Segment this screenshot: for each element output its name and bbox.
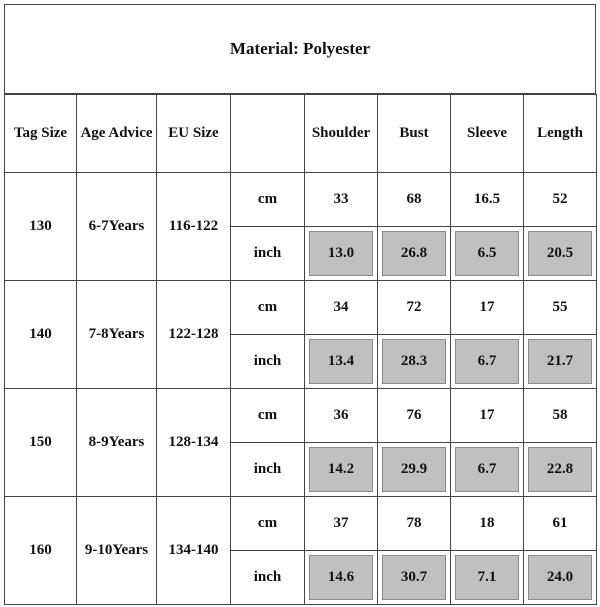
bust-cm-cell: 76	[378, 389, 451, 443]
header-unit	[231, 95, 305, 173]
age-advice-cell: 7-8Years	[77, 281, 157, 389]
eu-size-cell: 122-128	[157, 281, 231, 389]
shoulder-cm-cell: 36	[305, 389, 378, 443]
unit-cm-cell: cm	[231, 389, 305, 443]
eu-size-cell: 128-134	[157, 389, 231, 497]
shoulder-cm-cell: 37	[305, 497, 378, 551]
length-cm-cell: 55	[524, 281, 597, 335]
sleeve-cm-cell: 17	[451, 281, 524, 335]
shoulder-inch-cell	[305, 551, 378, 605]
unit-cm-cell: cm	[231, 281, 305, 335]
table-row	[5, 389, 597, 443]
age-advice-cell: 6-7Years	[77, 173, 157, 281]
length-inch-value: 24.0	[528, 555, 592, 600]
sleeve-inch-cell	[451, 443, 524, 497]
size-chart	[4, 4, 596, 604]
tag-size-cell: 140	[5, 281, 77, 389]
header-tag-size: Tag Size	[5, 95, 77, 173]
bust-inch-value: 30.7	[382, 555, 446, 600]
bust-inch-cell	[378, 335, 451, 389]
tag-size-cell: 160	[5, 497, 77, 605]
length-cm-cell: 61	[524, 497, 597, 551]
bust-inch-value: 28.3	[382, 339, 446, 384]
unit-inch-cell: inch	[231, 227, 305, 281]
age-advice-cell: 8-9Years	[77, 389, 157, 497]
length-inch-value: 22.8	[528, 447, 592, 492]
bust-inch-cell	[378, 443, 451, 497]
sleeve-cm-cell: 16.5	[451, 173, 524, 227]
length-inch-cell	[524, 227, 597, 281]
table-row	[5, 497, 597, 551]
sleeve-cm-cell: 17	[451, 389, 524, 443]
size-chart-title: Material: Polyester	[4, 4, 596, 94]
header-bust: Bust	[378, 95, 451, 173]
shoulder-inch-value: 13.0	[309, 231, 373, 276]
shoulder-cm-cell: 33	[305, 173, 378, 227]
unit-cm-cell: cm	[231, 497, 305, 551]
unit-cm-cell: cm	[231, 173, 305, 227]
header-sleeve: Sleeve	[451, 95, 524, 173]
bust-cm-cell: 68	[378, 173, 451, 227]
tag-size-cell: 150	[5, 389, 77, 497]
length-inch-value: 21.7	[528, 339, 592, 384]
shoulder-inch-value: 14.6	[309, 555, 373, 600]
sleeve-inch-value: 6.7	[455, 447, 519, 492]
shoulder-inch-cell	[305, 227, 378, 281]
eu-size-cell: 134-140	[157, 497, 231, 605]
sleeve-inch-cell	[451, 335, 524, 389]
header-row	[5, 95, 597, 173]
sleeve-inch-cell	[451, 551, 524, 605]
sleeve-inch-value: 7.1	[455, 555, 519, 600]
length-cm-cell: 52	[524, 173, 597, 227]
table-row	[5, 173, 597, 227]
table-row	[5, 281, 597, 335]
header-shoulder: Shoulder	[305, 95, 378, 173]
shoulder-inch-cell	[305, 335, 378, 389]
length-inch-cell	[524, 551, 597, 605]
eu-size-cell: 116-122	[157, 173, 231, 281]
bust-inch-cell	[378, 227, 451, 281]
sleeve-inch-value: 6.5	[455, 231, 519, 276]
length-inch-cell	[524, 443, 597, 497]
header-length: Length	[524, 95, 597, 173]
length-inch-value: 20.5	[528, 231, 592, 276]
size-table	[4, 94, 597, 605]
bust-inch-cell	[378, 551, 451, 605]
sleeve-cm-cell: 18	[451, 497, 524, 551]
bust-cm-cell: 72	[378, 281, 451, 335]
bust-cm-cell: 78	[378, 497, 451, 551]
unit-inch-cell: inch	[231, 443, 305, 497]
sleeve-inch-value: 6.7	[455, 339, 519, 384]
shoulder-cm-cell: 34	[305, 281, 378, 335]
shoulder-inch-value: 14.2	[309, 447, 373, 492]
age-advice-cell: 9-10Years	[77, 497, 157, 605]
shoulder-inch-value: 13.4	[309, 339, 373, 384]
shoulder-inch-cell	[305, 443, 378, 497]
length-cm-cell: 58	[524, 389, 597, 443]
length-inch-cell	[524, 335, 597, 389]
unit-inch-cell: inch	[231, 551, 305, 605]
tag-size-cell: 130	[5, 173, 77, 281]
sleeve-inch-cell	[451, 227, 524, 281]
header-eu-size: EU Size	[157, 95, 231, 173]
bust-inch-value: 26.8	[382, 231, 446, 276]
bust-inch-value: 29.9	[382, 447, 446, 492]
header-age-advice: Age Advice	[77, 95, 157, 173]
unit-inch-cell: inch	[231, 335, 305, 389]
